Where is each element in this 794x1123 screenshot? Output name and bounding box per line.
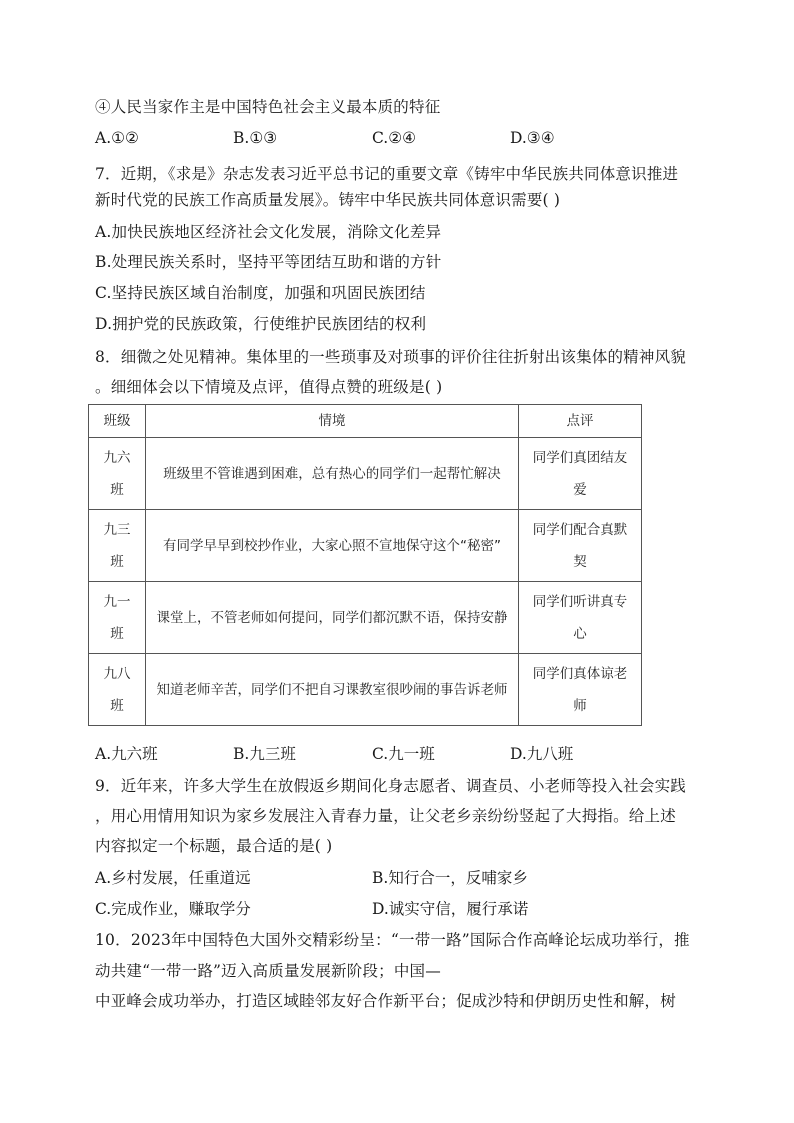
q8-stem-line-1: 8．细微之处见精神。集体里的一些琐事及对琐事的评价往往折射出该集体的精神风貌 (95, 348, 686, 366)
q10-stem-line-1: 10．2023年中国特色大国外交精彩纷呈：“一带一路”国际合作高峰论坛成功举行，推 (95, 931, 690, 949)
q9-option-b: B.知行合一，反哺家乡 (372, 869, 528, 887)
q9-stem-line-3: 内容拟定一个标题，最合适的是( ) (95, 837, 333, 855)
table-cell-class: 九一班 (103, 593, 131, 642)
q6-option-a: A.①② (95, 129, 139, 147)
q6-item-4: ④人民当家作主是中国特色社会主义最本质的特征 (95, 98, 441, 116)
table-header-situation: 情境 (146, 405, 519, 438)
table-cell-class: 九八班 (103, 665, 131, 714)
q7-option-d: D.拥护党的民族政策，行使维护民族团结的权利 (95, 315, 427, 333)
q10-stem-line-3: 中亚峰会成功举办，打造区域睦邻友好合作新平台；促成沙特和伊朗历史性和解，树 (95, 992, 676, 1010)
table-cell-situation: 课堂上，不管老师如何提问，同学们都沉默不语，保持安静 (156, 609, 508, 626)
q8-option-a: A.九六班 (95, 745, 158, 763)
table-cell-class: 九六班 (103, 449, 131, 498)
table-cell-situation: 班级里不管谁遇到困难，总有热心的同学们一起帮忙解决 (163, 465, 501, 482)
q7-stem-line-1: 7．近期，《求是》杂志发表习近平总书记的重要文章《铸牢中华民族共同体意识推进 (95, 165, 679, 183)
table-cell-comment: 同学们配合真默契 (532, 521, 628, 570)
q9-option-c: C.完成作业，赚取学分 (95, 900, 251, 918)
table-cell-comment: 同学们听讲真专心 (532, 593, 628, 642)
q7-option-c: C.坚持民族区域自治制度，加强和巩固民族团结 (95, 284, 426, 302)
q10-stem-line-2: 动共建“一带一路”迈入高质量发展新阶段；中国— (95, 962, 441, 980)
q7-option-a: A.加快民族地区经济社会文化发展，消除文化差异 (95, 223, 442, 241)
q8-option-d: D.九八班 (510, 745, 574, 763)
q6-option-d: D.③④ (510, 129, 555, 147)
table-cell-situation: 有同学早早到校抄作业，大家心照不宣地保守这个“秘密” (163, 537, 501, 554)
q9-stem-line-1: 9．近年来，许多大学生在放假返乡期间化身志愿者、调查员、小老师等投入社会实践 (95, 777, 686, 795)
q9-option-d: D.诚实守信，履行承诺 (372, 900, 529, 918)
table-row (89, 654, 642, 726)
q6-option-c: C.②④ (372, 129, 417, 147)
situation-table (88, 404, 642, 726)
q8-stem-line-2: 。细细体会以下情境及点评，值得点赞的班级是( ) (95, 378, 443, 396)
q7-option-b: B.处理民族关系时，坚持平等团结互助和谐的方针 (95, 253, 442, 271)
q9-option-a: A.乡村发展，任重道远 (95, 869, 251, 887)
q9-stem-line-2: ，用心用情用知识为家乡发展注入青春力量，让父老乡亲纷纷竖起了大拇指。给上述 (95, 807, 676, 825)
table-row (89, 438, 642, 510)
table-cell-comment: 同学们真体谅老师 (532, 665, 628, 714)
table-header-class: 班级 (89, 405, 146, 438)
table-row (89, 582, 642, 654)
q6-option-b: B.①③ (233, 129, 278, 147)
table-row (89, 510, 642, 582)
table-cell-comment: 同学们真团结友爱 (532, 449, 628, 498)
table-header-row (89, 405, 642, 438)
q8-option-c: C.九一班 (372, 745, 435, 763)
q8-option-b: B.九三班 (233, 745, 296, 763)
table-cell-situation: 知道老师辛苦，同学们不把自习课教室很吵闹的事告诉老师 (156, 681, 508, 698)
q7-stem-line-2: 新时代党的民族工作高质量发展》。铸牢中华民族共同体意识需要( ) (95, 191, 561, 209)
table-header-comment: 点评 (519, 405, 642, 438)
table-cell-class: 九三班 (103, 521, 131, 570)
